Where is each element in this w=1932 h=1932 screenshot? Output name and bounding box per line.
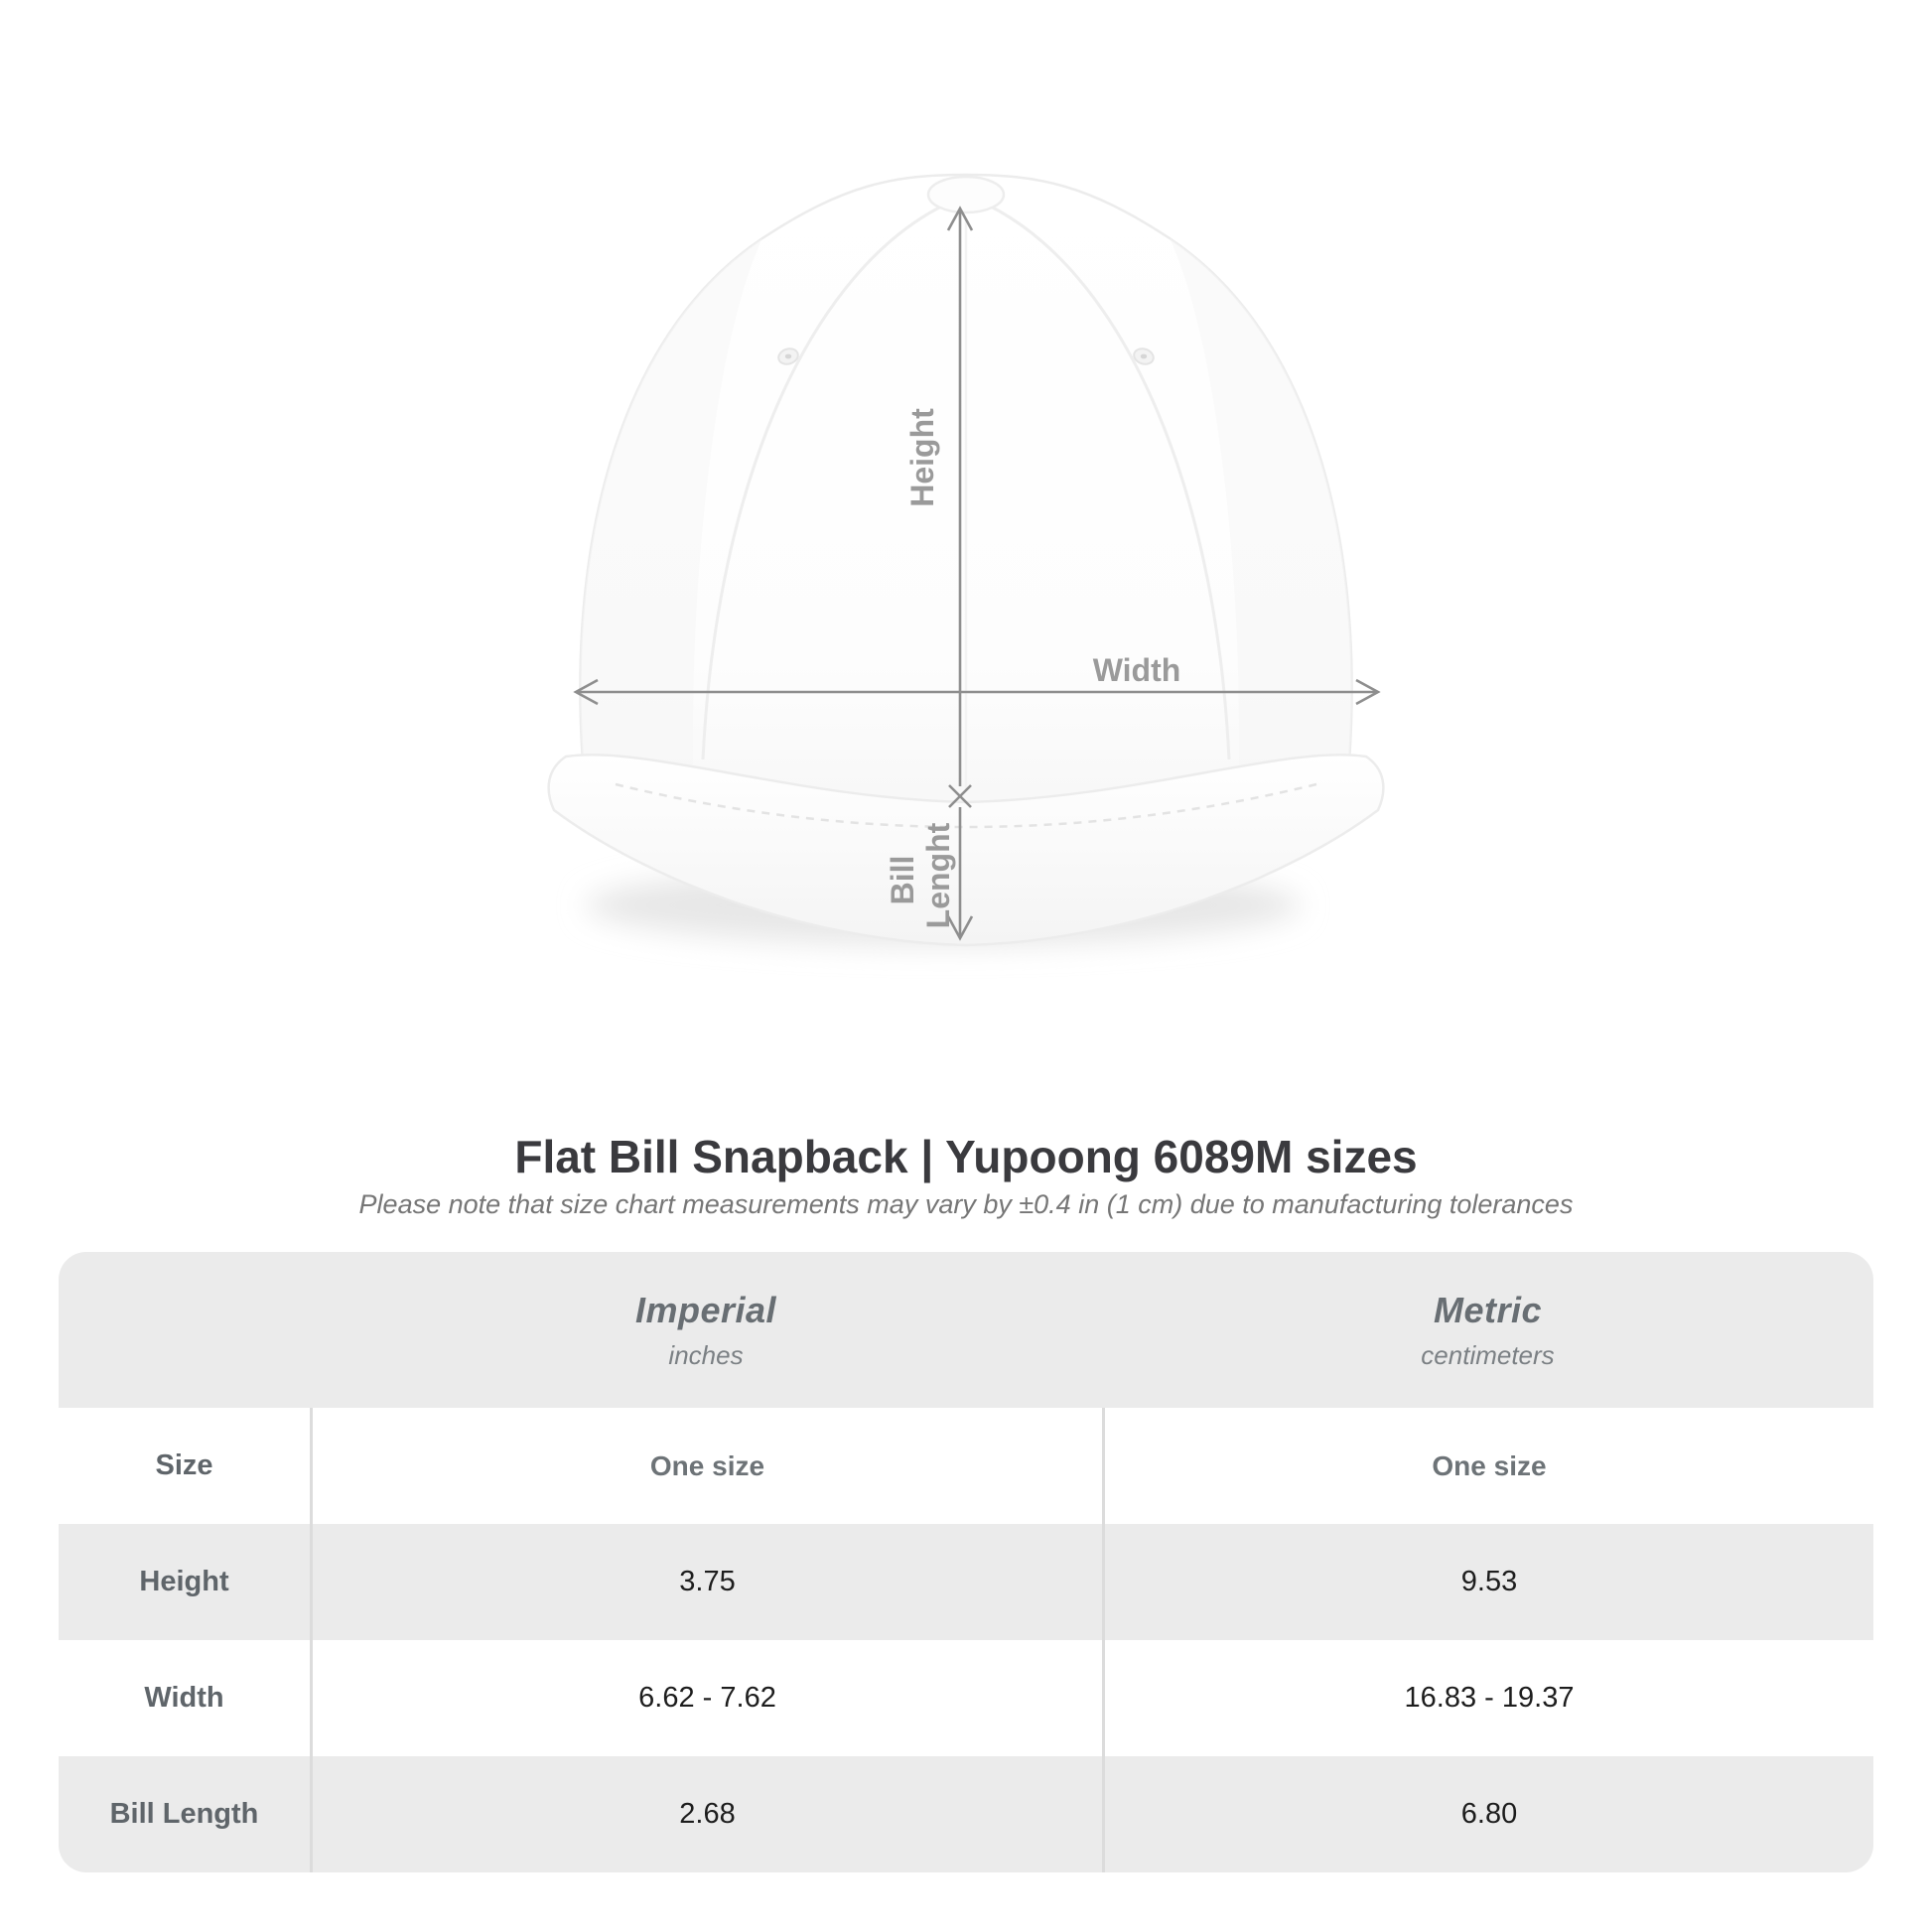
width-dimension-label: Width [1092,652,1181,688]
width-metric-value: 16.83 - 19.37 [1102,1640,1873,1756]
height-metric-value: 9.53 [1102,1524,1873,1640]
metric-label: Metric [1433,1289,1543,1330]
imperial-label: Imperial [634,1289,777,1330]
page-title: Flat Bill Snapback | Yupoong 6089M sizes [514,1131,1418,1182]
metric-unit-label: centimeters [1421,1339,1555,1370]
page-subtitle: Please note that size chart measurements may vary by ±0.4 in (1 cm) due to manufacturing tolerances [358,1189,1574,1219]
size-metric-value: One size [1102,1408,1873,1524]
imperial-unit-label: inches [668,1339,744,1370]
size-imperial-value: One size [310,1408,1102,1524]
bill-length-metric-value: 6.80 [1102,1756,1873,1872]
width-imperial-value: 6.62 - 7.62 [310,1640,1102,1756]
table-row-height [59,1524,1873,1640]
header-spacer [59,1252,310,1408]
table-row-width [59,1640,1873,1756]
table-row-size [59,1408,1873,1524]
height-imperial-value: 3.75 [310,1524,1102,1640]
row-label-height: Height [139,1566,229,1597]
hat-button [928,177,1004,212]
row-label-bill-length: Bill Length [109,1798,259,1830]
height-dimension-label: Height [904,408,940,507]
row-label-width: Width [144,1682,224,1714]
snapback-hat-illustration [496,139,1440,1013]
bill-length-imperial-value: 2.68 [310,1756,1102,1872]
row-label-size: Size [155,1449,213,1481]
size-chart-rows [59,1408,1873,1872]
hat-crown [580,175,1351,825]
table-row-bill-length [59,1756,1873,1872]
size-chart-header [59,1252,1873,1408]
header-metric [1102,1252,1873,1408]
size-chart-table [59,1252,1873,1872]
header-imperial [310,1252,1102,1408]
svg-text:Bill Lenght: Bill Lenght [885,822,956,929]
